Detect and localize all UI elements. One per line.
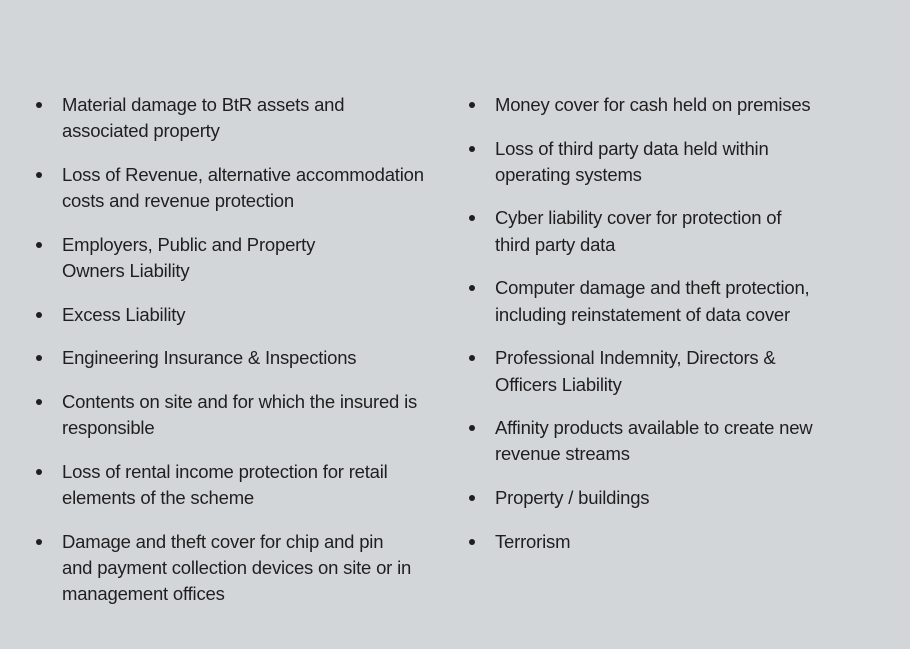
item-text: costs and revenue protection [62,190,294,212]
list-item [467,136,887,189]
item-text: Contents on site and for which the insured is [62,390,418,412]
bullet-icon [469,495,475,501]
list-item [467,92,887,118]
list-item [34,389,444,442]
bullet-icon [469,146,475,152]
bullet-icon [36,399,42,405]
item-text: Officers Liability [495,373,622,395]
item-text: responsible [62,417,155,439]
item-text: operating systems [495,163,642,185]
item-text: Loss of third party data held within [495,137,769,159]
bullet-icon [469,215,475,221]
item-text: revenue streams [495,443,630,465]
item-text: third party data [495,233,616,255]
item-text: and payment collection devices on site or in [62,556,412,578]
item-text: Excess Liability [62,303,186,325]
bullet-icon [469,425,475,431]
list-item [467,345,887,398]
list-item [34,92,444,145]
list-item [467,485,887,511]
item-text: Loss of rental income protection for retail [62,460,388,482]
item-text: including reinstatement of data cover [495,303,790,325]
bullet-icon [36,469,42,475]
list-item [467,529,887,555]
coverage-list-left [34,92,444,608]
item-text: Employers, Public and Property [62,233,316,255]
item-text: Cyber liability cover for protection of [495,207,782,229]
bullet-icon [469,539,475,545]
item-text: Property / buildings [495,487,650,509]
item-text: Terrorism [495,530,571,552]
bullet-icon [36,242,42,248]
item-text: management offices [62,583,225,605]
item-text: elements of the scheme [62,487,255,509]
list-item [34,345,444,371]
item-text: Affinity products available to create new [495,417,813,439]
item-text: Loss of Revenue, alternative accommodation [62,163,424,185]
list-item [467,415,887,468]
bullet-icon [469,285,475,291]
item-text: Damage and theft cover for chip and pin [62,530,384,552]
right-column [467,92,887,572]
list-item [34,162,444,215]
bullet-icon [36,172,42,178]
bullet-icon [36,312,42,318]
list-item [467,275,887,328]
bullet-icon [36,539,42,545]
coverage-list-right [467,92,887,555]
left-column [34,92,444,625]
list-item [467,205,887,258]
item-text: Money cover for cash held on premises [495,94,811,115]
bullet-icon [36,102,42,108]
item-text: Material damage to BtR assets and [62,94,345,115]
list-item [34,459,444,512]
list-item [34,529,444,608]
list-item [34,302,444,328]
bullet-icon [469,355,475,361]
item-text: associated property [62,120,220,142]
item-text: Computer damage and theft protection, [495,277,810,299]
item-text: Professional Indemnity, Directors & [495,347,776,369]
item-text: Engineering Insurance & Inspections [62,347,357,369]
item-text: Owners Liability [62,260,190,282]
list-item [34,232,444,285]
bullet-icon [36,355,42,361]
bullet-icon [469,102,475,108]
